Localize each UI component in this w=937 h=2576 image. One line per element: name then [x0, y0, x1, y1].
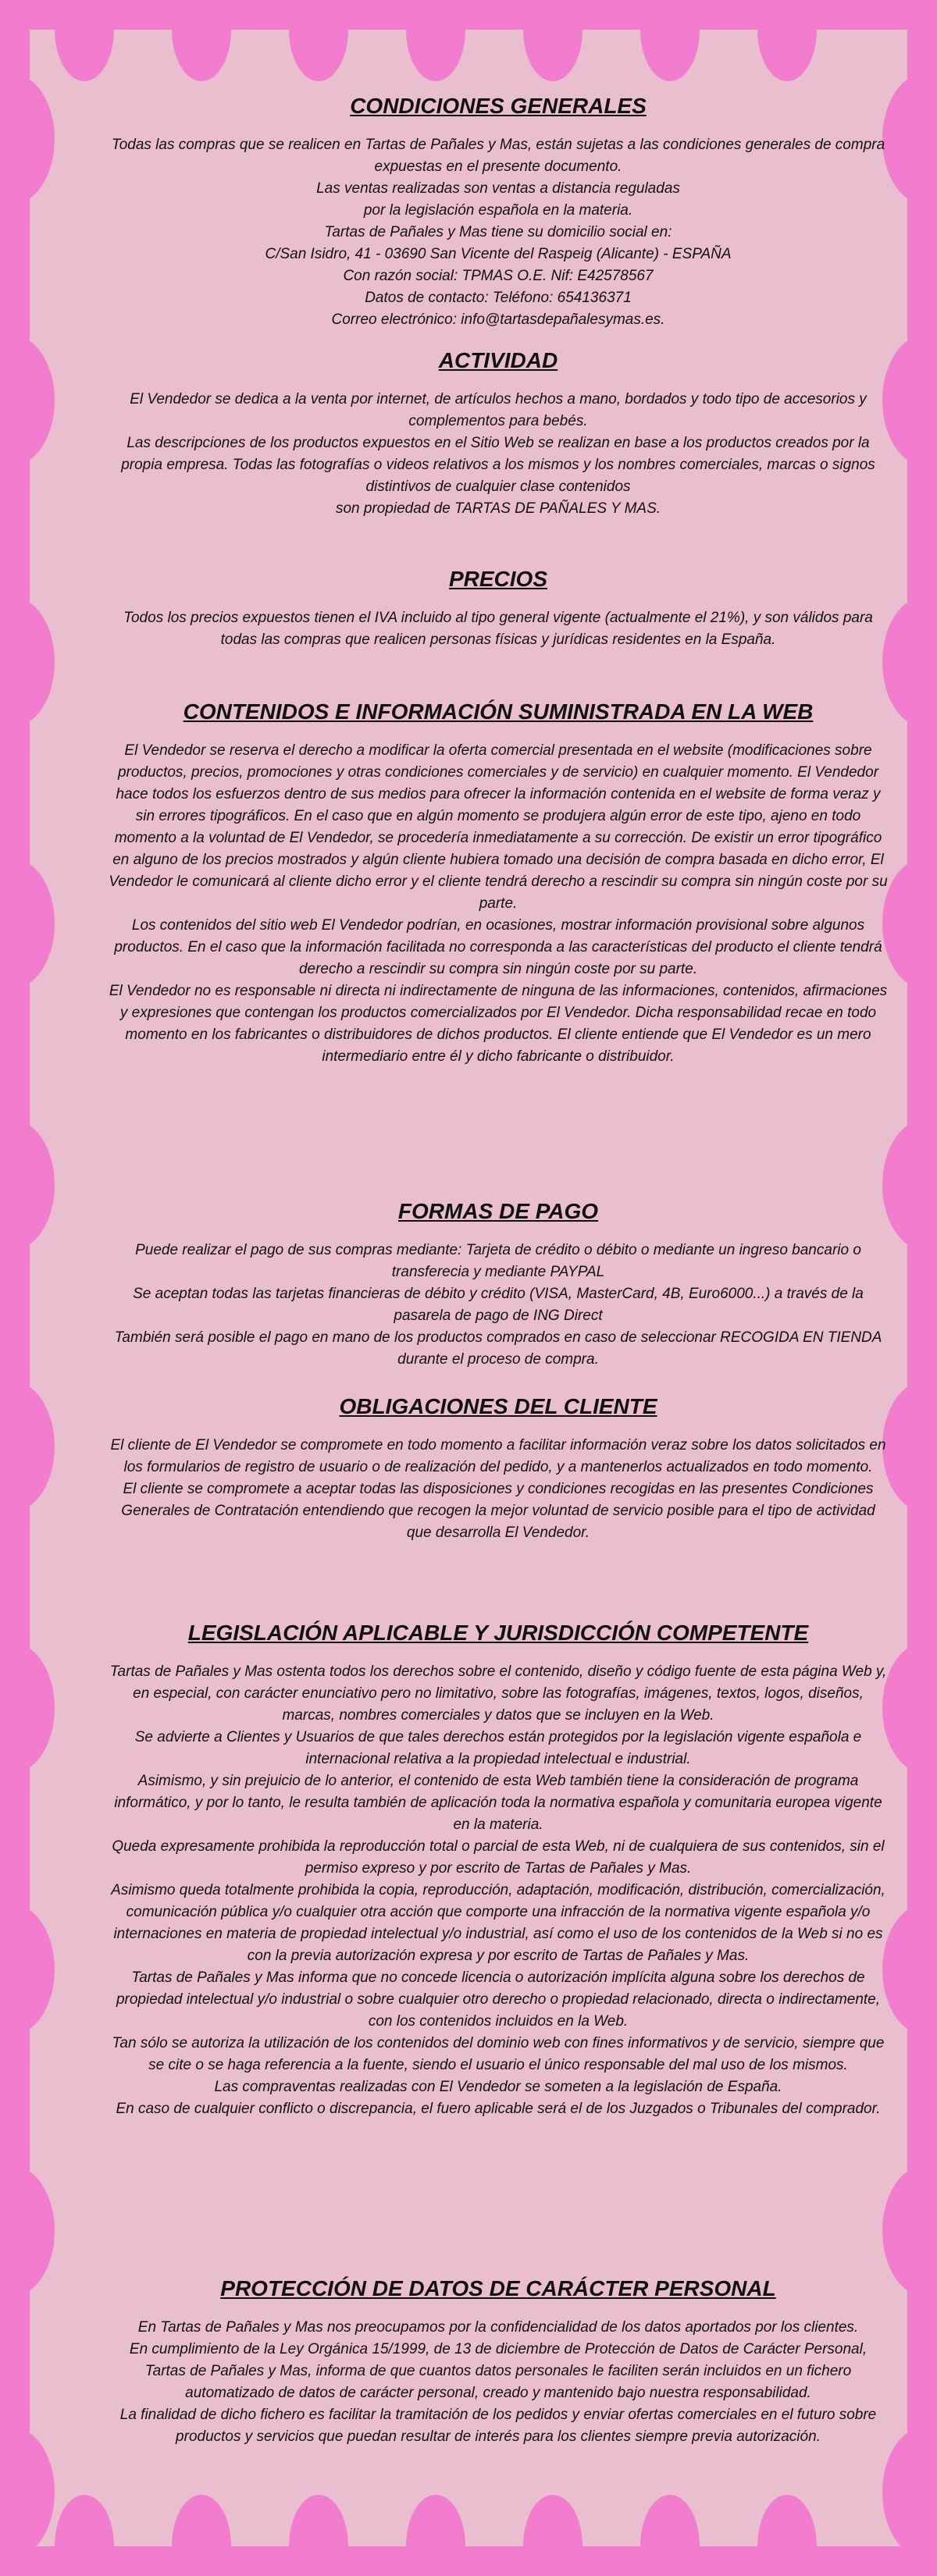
scallop-shape [406, 2495, 465, 2576]
scallop-shape [523, 2495, 583, 2576]
scallop-shape [406, 0, 465, 81]
content-panel [30, 30, 907, 2546]
scallop-shape [172, 0, 231, 81]
scallop-shape [882, 73, 937, 205]
scallop-shape [0, 1119, 55, 1251]
section-body [108, 2317, 889, 2448]
scallop-shape [640, 0, 700, 81]
section-body [108, 1240, 889, 1371]
scallop-shape [882, 1119, 937, 1251]
section-body [108, 389, 889, 520]
section-title: FORMAS DE PAGO [397, 1199, 599, 1223]
scallop-shape [0, 1381, 55, 1512]
scallop-shape [0, 335, 55, 466]
paragraph: Se advierte a Clientes y Usuarios de que tales derechos están protegidos por la legislación vigente española e internacional relativa a la propiedad intelectual e industrial. [134, 1729, 862, 1767]
paragraph: El Vendedor se reserva el derecho a modificar la oferta comercial presentada en el website (modificaciones sobre productos, precios, promociones y otras condiciones comerciales y de servicio) en cualquier momento. El Vendedor hace todos los esfuerzos dentro de sus medios para ofrecer la información contenida en el website de forma veraz y sin errores tipográficos. En el caso que en algún momento se produjera algún error de este tipo, ajeno en todo momento a la voluntad de El Vendedor, se procedería inmediatamente a su corrección. De existir un error tipográfico en alguno de los precios mostrados y algún cliente hubiera tomado una decisión de compra basada en dicho error, El Vendedor le comunicará al cliente dicho error y el cliente tendrá derecho a rescindir su compra sin ningún coste por su parte. [109, 742, 888, 912]
paragraph: Tartas de Pañales y Mas tiene su domicilio social en: [324, 224, 672, 240]
paragraph: Todas las compras que se realicen en Tartas de Pañales y Mas, están sujetas a las condiciones generales de compra expuestas en el presente documento. [111, 137, 885, 175]
scallop-shape [882, 596, 937, 728]
paragraph: Asimismo queda totalmente prohibida la copia, reproducción, adaptación, modificación, distribución, comercialización, comunicación pública y/o cualquier otra acción que comporte una infracción de la normativa vigente española y/o internaciones en materia de propiedad intelectual y/o industrial, así como el uso de los contenidos de la Web si no es con la previa autorización expresa y por escrito de Tartas de Pañales y Mas. [111, 1882, 885, 1964]
paragraph: son propiedad de TARTAS DE PAÑALES Y MAS. [335, 500, 661, 517]
scallop-shape [882, 2427, 937, 2558]
section-title: CONTENIDOS E INFORMACIÓN SUMINISTRADA EN LA WEB [183, 699, 814, 724]
paragraph: Todos los precios expuestos tienen el IVA incluido al tipo general vigente (actualmente el 21%), y son válidos para todas las compras que realicen personas físicas y jurídicas residentes en la España. [123, 610, 873, 648]
scallop-shape [757, 0, 817, 81]
paragraph: Con razón social: TPMAS O.E. Nif: E42578567 [343, 268, 654, 284]
paragraph: Las compraventas realizadas con El Vendedor se someten a la legislación de España. [214, 2079, 782, 2095]
paragraph: El cliente de El Vendedor se compromete en todo momento a facilitar información veraz sobre los datos solicitados en los formularios de registro de usuario o de realización del pedido, y a mantenerlos actualizados en todo momento. [110, 1437, 886, 1475]
paragraph: Tartas de Pañales y Mas ostenta todos los derechos sobre el contenido, diseño y código fuente de esta página Web y, en especial, con carácter enunciativo pero no limitativo, sobre las fotografías, imágenes, textos, logos, diseños, marcas, nombres comerciales y datos que se incluyen en la Web. [109, 1663, 887, 1724]
paragraph: Puede realizar el pago de sus compras mediante: Tarjeta de crédito o débito o mediante un ingreso bancario o transferecia y mediante PAYPAL [135, 1242, 861, 1280]
paragraph: Asimismo, y sin prejuicio de lo anterior, el contenido de esta Web también tiene la consideración de programa informático, y por lo tanto, le resulta también de aplicación toda la normativa española y comunitaria europea vigente en la materia. [114, 1773, 882, 1833]
scallop-shape [0, 1642, 55, 1774]
section-body [108, 1435, 889, 1544]
scallop-shape [523, 0, 583, 81]
section-proteccion-datos [108, 2276, 889, 2448]
scallop-shape [882, 1904, 937, 2035]
scallop-shape [0, 2165, 55, 2297]
paragraph: Datos de contacto: Teléfono: 654136371 [365, 290, 632, 306]
paragraph: Tartas de Pañales y Mas informa que no concede licencia o autorización implícita alguna sobre los derechos de propiedad intelectual y/o industrial o sobre cualquier otro derecho o propiedad relacionado, directa o indirectamente, con los contenidos incluidos en la Web. [116, 1969, 881, 2030]
scallop-shape [0, 1904, 55, 2035]
paragraph: El Vendedor no es responsable ni directa ni indirectamente de ninguna de las informaciones, contenidos, afirmaciones y expresiones que contengan los productos comercializados por El Vendedor. Dicha responsabilidad recae en todo momento en los fabricantes o distribuidores de dichos productos. El cliente entiende que El Vendedor es un mero intermediario entre él y dicho fabricante o distribuidor. [109, 983, 888, 1065]
scallop-shape [882, 1642, 937, 1774]
paragraph: Tan sólo se autoriza la utilización de los contenidos del dominio web con fines informativos y de servicio, siempre que se cite o se haga referencia a la fuente, siendo el usuario el único responsable del mal uso de los mismos. [112, 2035, 885, 2073]
paragraph: Queda expresamente prohibida la reproducción total o parcial de esta Web, ni de cualquiera de sus contenidos, sin el permiso expreso y por escrito de Tartas de Pañales y Mas. [112, 1838, 885, 1877]
scallop-shape [882, 335, 937, 466]
paragraph: Los contenidos del sitio web El Vendedor podrían, en ocasiones, mostrar información provisional sobre algunos productos. En el caso que la información facilitada no corresponda a las características del producto el cliente tendrá derecho a rescindir su compra sin ningún coste por su parte. [114, 917, 882, 977]
paragraph: El Vendedor se dedica a la venta por internet, de artículos hechos a mano, bordados y todo tipo de accesorios y complementos para bebés. [130, 391, 867, 429]
paragraph: En caso de cualquier conflicto o discrepancia, el fuero aplicable será el de los Juzgados o Tribunales del comprador. [116, 2101, 881, 2117]
scallop-shape [0, 73, 55, 205]
section-title: LEGISLACIÓN APLICABLE Y JURISDICCIÓN COMPETENTE [187, 1621, 809, 1645]
paragraph: Las ventas realizadas son ventas a distancia reguladas [316, 180, 680, 197]
section-title: ACTIVIDAD [438, 348, 558, 372]
paragraph: El cliente se compromete a aceptar todas las disposiciones y condiciones recogidas en las presentes Condiciones Generales de Contratación entendiendo que recogen la mejor voluntad de servicio posible para el tipo de actividad que desarrolla El Vendedor. [121, 1481, 875, 1541]
paragraph: La finalidad de dicho fichero es facilitar la tramitación de los pedidos y enviar ofertas comerciales en el futuro sobre productos y servicios que puedan resultar de interés para los clientes siempre previa autorización. [119, 2407, 877, 2445]
section-body [108, 607, 889, 651]
scallop-shape [882, 1381, 937, 1512]
section-actividad [108, 348, 889, 520]
scallop-shape [0, 858, 55, 989]
paragraph: Las descripciones de los productos expuestos en el Sitio Web se realizan en base a los productos creados por la propia empresa. Todas las fotografías o videos relativos a los mismos y los nombres comerciales, marcas o signos distintivos de cualquier clase contenidos [121, 435, 875, 495]
scallop-shape [0, 596, 55, 728]
scallop-shape [757, 2495, 817, 2576]
section-title: PROTECCIÓN DE DATOS DE CARÁCTER PERSONAL [220, 2276, 776, 2300]
section-contenidos [108, 699, 889, 1068]
paragraph: C/San Isidro, 41 - 03690 San Vicente del Raspeig (Alicante) - ESPAÑA [265, 246, 732, 262]
section-title: CONDICIONES GENERALES [350, 94, 647, 118]
section-obligaciones [108, 1394, 889, 1544]
paragraph: En Tartas de Pañales y Mas nos preocupamos por la confidencialidad de los datos aportados por los clientes. [137, 2319, 859, 2336]
scallop-shape [55, 0, 114, 81]
paragraph: Se aceptan todas las tarjetas financieras de débito y crédito (VISA, MasterCard, 4B, Euro6000...) a través de la pasarela de pago de ING Direct [133, 1286, 864, 1324]
scallop-shape [289, 0, 348, 81]
scallop-shape [289, 2495, 348, 2576]
section-body [108, 1661, 889, 2120]
scallop-shape [882, 2165, 937, 2297]
section-precios [108, 567, 889, 651]
section-title: PRECIOS [448, 567, 548, 591]
paragraph: En cumplimiento de la Ley Orgánica 15/1999, de 13 de diciembre de Protección de Datos de Carácter Personal, Tartas de Pañales y Mas, informa de que cuantos datos personales le faciliten serán incluidos en un fichero automatizado de datos de carácter personal, creado y mantenido bajo nuestra responsabilidad. [129, 2341, 868, 2401]
paragraph: por la legislación española en la materia. [363, 202, 633, 219]
scallop-shape [55, 2495, 114, 2576]
section-formas-de-pago [108, 1199, 889, 1371]
paragraph: También será posible el pago en mano de los productos comprados en caso de seleccionar RECOGIDA EN TIENDA durante el proceso de compra. [114, 1329, 882, 1368]
scallop-shape [640, 2495, 700, 2576]
section-legislacion [108, 1621, 889, 2120]
section-body [108, 740, 889, 1068]
paragraph: Correo electrónico: info@tartasdepañalesymas.es. [331, 311, 665, 328]
section-condiciones-generales [108, 94, 889, 331]
scallop-shape [0, 2427, 55, 2558]
section-body [108, 134, 889, 331]
scallop-shape [172, 2495, 231, 2576]
section-title: OBLIGACIONES DEL CLIENTE [339, 1394, 657, 1418]
scallop-shape [882, 858, 937, 989]
